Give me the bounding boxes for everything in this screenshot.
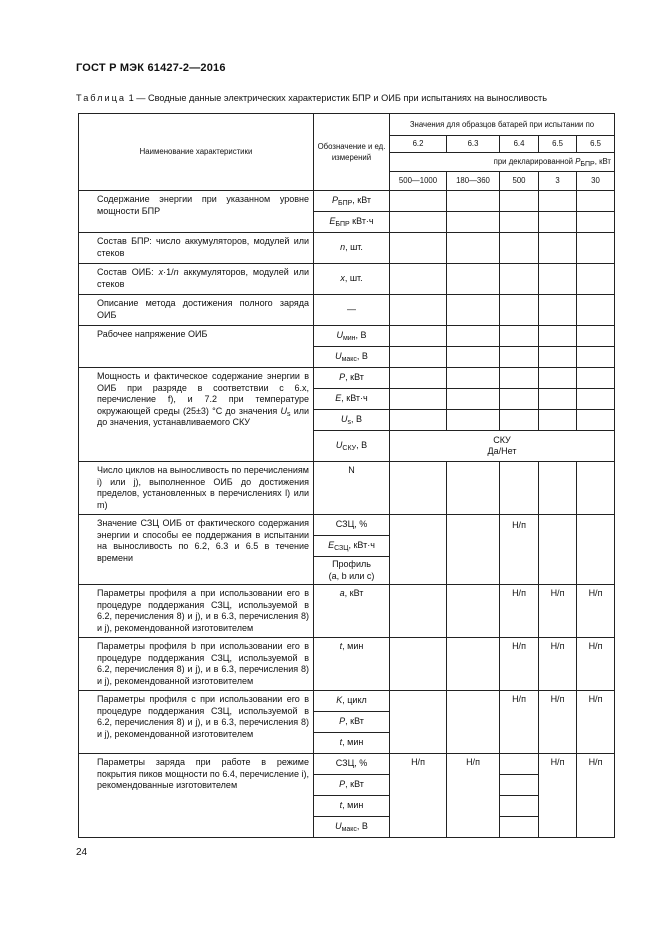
page-number: 24 — [76, 847, 88, 858]
row-name: Число циклов на выносливость по перечислениям i) или j), выполненное ОИБ до достижения пределов, установленных в перечислениях l) или m) — [79, 462, 314, 515]
row-unit: — — [314, 295, 390, 326]
header-name-col: Наименование характеристики — [79, 114, 314, 191]
na-value: Н/п — [500, 638, 539, 691]
na-value: Н/п — [539, 691, 577, 754]
row-name: Параметры заряда при работе в режиме покрытия пиков мощности по 6.4, перечисление i), рекомендованные изготовителем — [79, 754, 314, 838]
na-value: Н/п — [539, 585, 577, 638]
row-unit: СЗЦ, % — [314, 515, 390, 536]
na-value: Н/п — [577, 691, 615, 754]
row-unit: $U_{СКУ}$, В — [314, 431, 390, 462]
table-row — [79, 326, 615, 347]
table-row — [79, 585, 615, 638]
row-unit: $E_{СЗЦ}$, кВт·ч — [314, 536, 390, 557]
row-name: Описание метода достижения полного заряда ОИБ — [79, 295, 314, 326]
caption-text: 1 — Сводные данные электрических характеристик БПР и ОИБ при испытаниях на выносливость — [128, 93, 548, 103]
table-caption — [76, 93, 547, 103]
row-unit: P, кВт — [314, 368, 390, 389]
document-header: ГОСТ Р МЭК 61427-2—2016 — [76, 62, 226, 74]
row-unit: x, шт. — [314, 264, 390, 295]
row-name: Параметры профиля с при использовании его в процедуре поддержания СЗЦ, используемой в 6.2, перечисления 8) и j), и в 6.3, перечисления 8) и j), рекомендованной изготовителем — [79, 691, 314, 754]
caption-label: Таблица — [76, 93, 127, 103]
table-row — [79, 368, 615, 389]
row-unit: $U_s$, В — [314, 410, 390, 431]
row-unit: a, кВт — [314, 585, 390, 638]
row-unit: $U_{макс}$, В — [314, 347, 390, 368]
na-value: Н/п — [390, 754, 447, 838]
row-unit: t, мин — [314, 638, 390, 691]
na-value: Н/п — [577, 585, 615, 638]
row-name: Рабочее напряжение ОИБ — [79, 326, 314, 368]
sku-value: СКУ Да/Нет — [390, 431, 615, 462]
row-unit: E, кВт·ч — [314, 389, 390, 410]
table-row — [79, 462, 615, 515]
row-name: Состав БПР: число аккумуляторов, модулей или стеков — [79, 233, 314, 264]
table-row — [79, 264, 615, 295]
na-value: Н/п — [500, 585, 539, 638]
characteristics-table — [78, 113, 615, 838]
header-range: 180—360 — [447, 172, 500, 191]
row-unit: P, кВт — [314, 712, 390, 733]
row-unit: $U_{мин}$, В — [314, 326, 390, 347]
row-name: Мощность и фактическое содержание энергии в ОИБ при разряде в соответствии с 6.x, перечисление f), и 7.2 при температуре окружающей среды (25±3) °С до значения $U_s$ или до значения, устанавливаемого СКУ — [79, 368, 314, 462]
header-section: 6.4 — [500, 136, 539, 153]
row-name: Состав ОИБ: x·1/n аккумуляторов, модулей или стеков — [79, 264, 314, 295]
header-range: 500—1000 — [390, 172, 447, 191]
na-value: Н/п — [447, 754, 500, 838]
header-values-title: Значения для образцов батарей при испытании по — [390, 114, 615, 136]
table-row — [79, 638, 615, 691]
row-unit: N — [314, 462, 390, 515]
table-row — [79, 233, 615, 264]
na-value: Н/п — [577, 754, 615, 838]
row-unit: t, мин — [314, 733, 390, 754]
header-range: 3 — [539, 172, 577, 191]
row-unit: $P_{БПР}$, кВт — [314, 191, 390, 212]
header-power-label: при декларированной $P_{БПР}$, кВт — [390, 153, 615, 172]
header-section: 6.5 — [577, 136, 615, 153]
row-name: Параметры профиля b при использовании его в процедуре поддержания СЗЦ, используемой в 6.2, перечисления 8) и j), и в 6.3, перечисления 8) и j), рекомендованной изготовителем — [79, 638, 314, 691]
header-range: 30 — [577, 172, 615, 191]
row-unit: P, кВт — [314, 775, 390, 796]
row-unit: n, шт. — [314, 233, 390, 264]
row-unit: t, мин — [314, 796, 390, 817]
row-name: Параметры профиля а при использовании его в процедуре поддержания СЗЦ, используемой в 6.2, перечисления 8) и j), и в 6.3, перечисления 8) и j), рекомендованной изготовителем — [79, 585, 314, 638]
table-row — [79, 691, 615, 712]
na-value: Н/п — [500, 691, 539, 754]
table-row — [79, 515, 615, 536]
row-unit: СЗЦ, % — [314, 754, 390, 775]
table-row — [79, 754, 615, 775]
na-value: Н/п — [500, 515, 539, 536]
row-name: Значение СЗЦ ОИБ от фактического содержания энергии и способы ее поддержания в испытании на выносливость по 6.2, 6.3 и 6.5 в течение времени — [79, 515, 314, 585]
row-unit: $E_{БПР}$ кВт·ч — [314, 212, 390, 233]
row-unit: $U_{макс}$, В — [314, 817, 390, 838]
table-row — [79, 191, 615, 212]
na-value: Н/п — [577, 638, 615, 691]
table-row — [79, 295, 615, 326]
header-section: 6.3 — [447, 136, 500, 153]
header-unit-col: Обозначение и ед. измерений — [314, 114, 390, 191]
row-name: Содержание энергии при указанном уровне мощности БПР — [79, 191, 314, 233]
header-range: 500 — [500, 172, 539, 191]
na-value: Н/п — [539, 638, 577, 691]
header-section: 6.5 — [539, 136, 577, 153]
header-section: 6.2 — [390, 136, 447, 153]
row-unit: Профиль (а, b или с) — [314, 557, 390, 585]
row-unit: K, цикл — [314, 691, 390, 712]
na-value: Н/п — [539, 754, 577, 838]
